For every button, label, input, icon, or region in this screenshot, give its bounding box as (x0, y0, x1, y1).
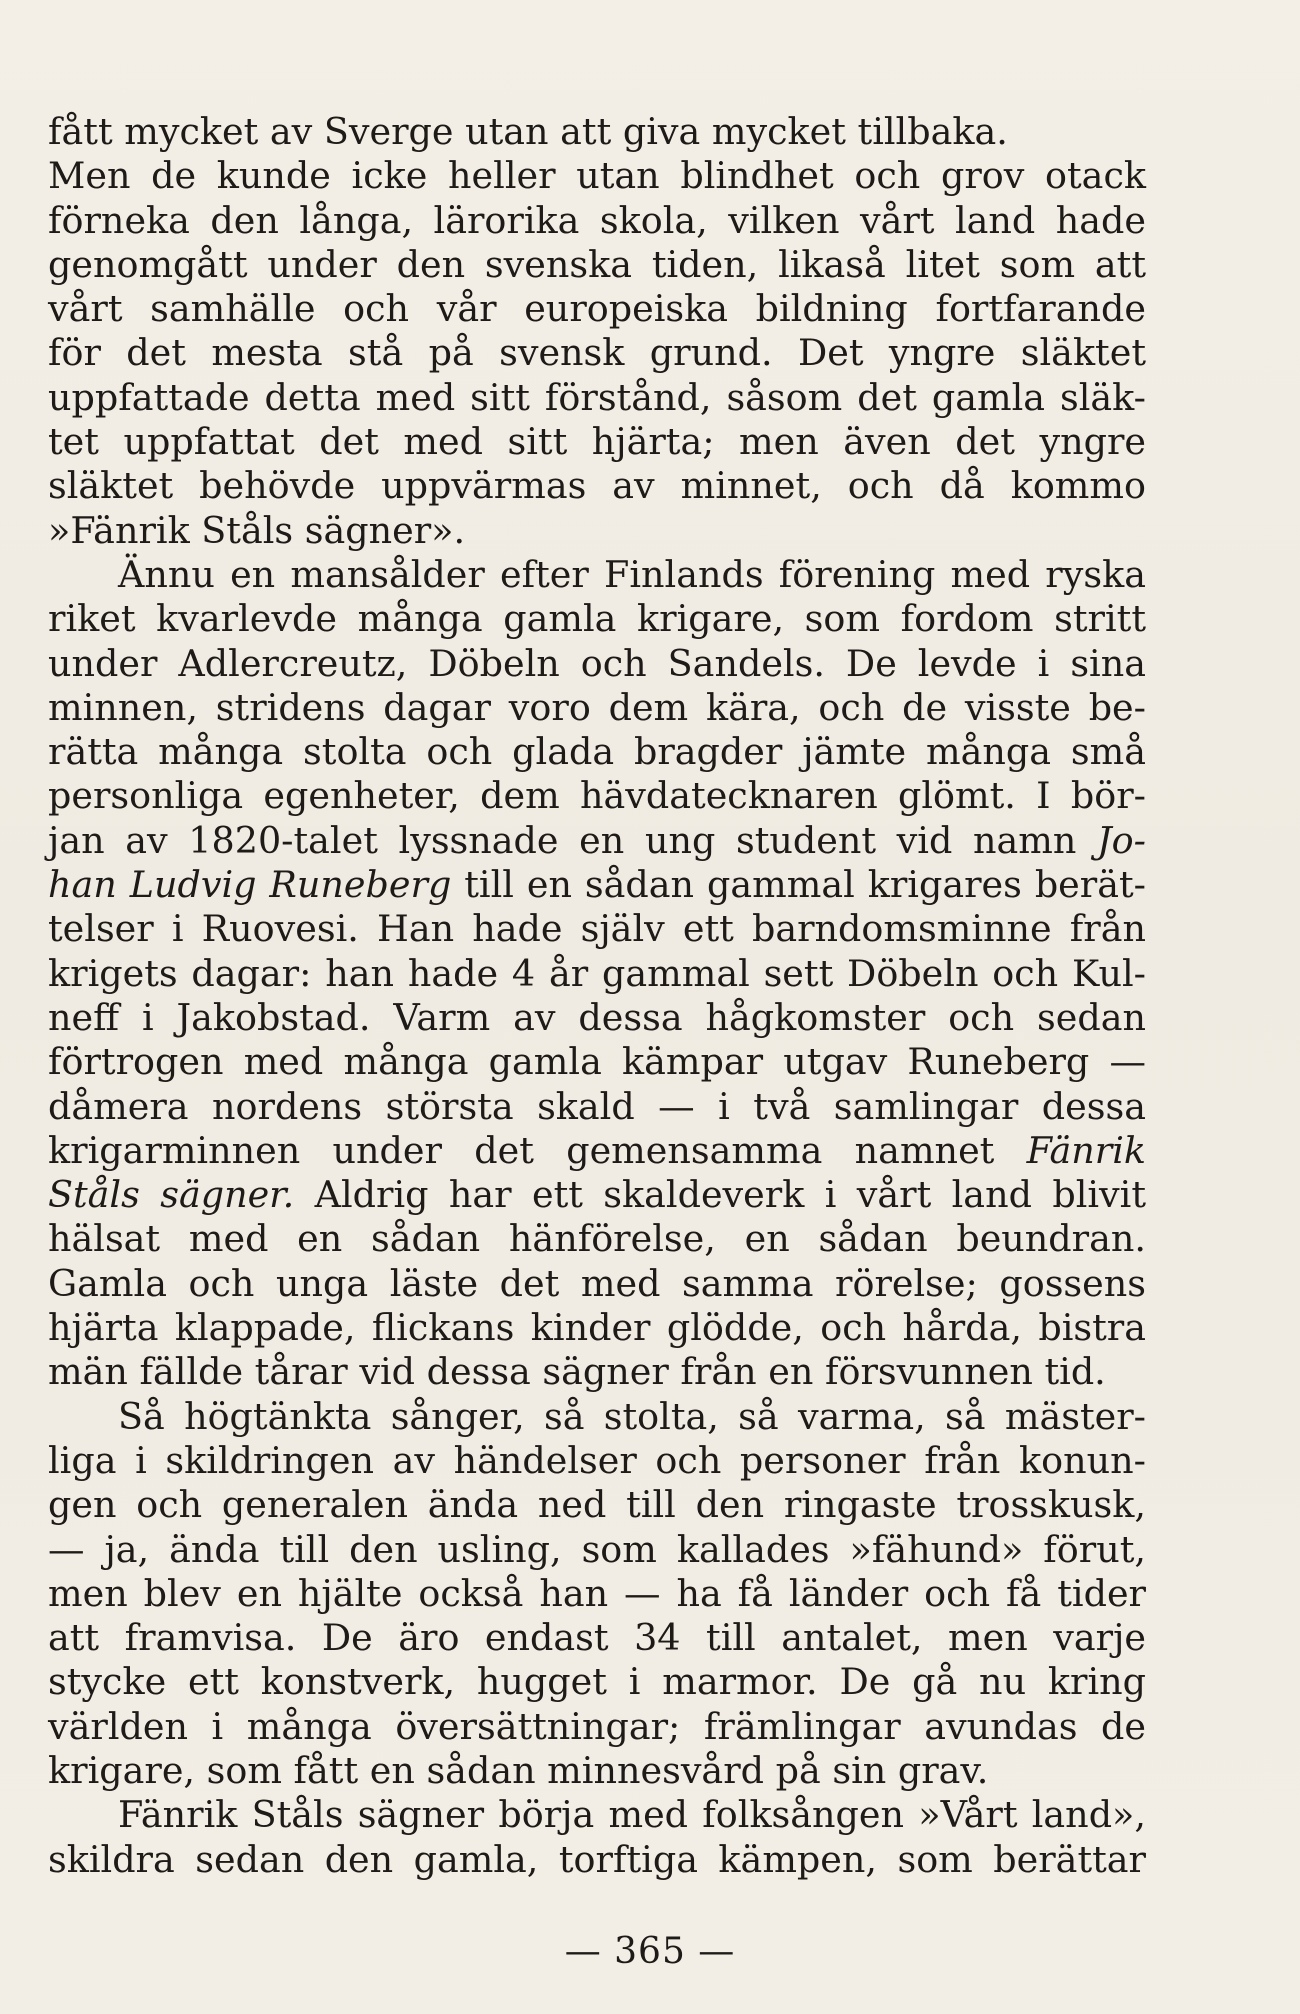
text-segment: krigarminnen under det gemensamma namnet (48, 1128, 1027, 1172)
text-line (48, 1217, 1146, 1261)
text-line (48, 1439, 1146, 1483)
text-line (48, 1085, 1146, 1129)
text-line (48, 863, 1146, 907)
italic-text: Jo- (1097, 818, 1146, 862)
text-line (48, 464, 1146, 508)
text-line (48, 199, 1146, 243)
text-line (48, 1749, 1146, 1793)
text-segment: till en sådan gammal krigares berät- (451, 863, 1146, 907)
text-segment: minnen, stridens dagar voro dem kära, och de visste be- (48, 685, 1146, 729)
text-line (48, 1660, 1146, 1704)
text-segment: under Adlercreutz, Döbeln och Sandels. De levde i sina (48, 641, 1146, 685)
text-line (48, 509, 1146, 553)
text-segment: krigare, som fått en sådan minnesvård på sin grav. (48, 1748, 989, 1792)
text-line (48, 996, 1146, 1040)
text-segment: Så högtänkta sånger, så stolta, så varma, så mäster- (118, 1394, 1146, 1438)
text-line (48, 1572, 1146, 1616)
text-line (48, 1705, 1146, 1749)
text-segment: män fällde tårar vid dessa sägner från en försvunnen tid. (48, 1350, 1106, 1394)
text-segment: hjärta klappade, flickans kinder glödde, och hårda, bistra (48, 1306, 1146, 1350)
text-line (48, 287, 1146, 331)
text-line (48, 1838, 1146, 1882)
text-line (48, 1793, 1146, 1837)
text-line (48, 642, 1146, 686)
text-line (48, 154, 1146, 198)
text-segment: vårt samhälle och vår europeiska bildning fortfarande (48, 287, 1146, 331)
text-segment: neff i Jakobstad. Varm av dessa hågkomster och sedan (48, 995, 1146, 1039)
text-line (48, 331, 1146, 375)
text-line (48, 774, 1146, 818)
text-line (48, 1528, 1146, 1572)
text-line (48, 1262, 1146, 1306)
text-segment: Aldrig har ett skaldeverk i vårt land blivit (294, 1173, 1146, 1217)
text-segment: krigets dagar: han hade 4 år gammal sett Döbeln och Kul- (48, 951, 1146, 995)
text-segment: liga i skildringen av händelser och personer från konun- (48, 1438, 1146, 1482)
text-segment: jan av 1820-talet lyssnade en ung student vid namn (48, 818, 1098, 862)
text-segment: att framvisa. De äro endast 34 till antalet, men varje (48, 1616, 1146, 1660)
text-segment: Men de kunde icke heller utan blindhet och grov otack (48, 154, 1146, 198)
text-line (48, 907, 1146, 951)
text-line (48, 110, 1146, 154)
text-segment: tet uppfattat det med sitt hjärta; men även det yngre (48, 420, 1146, 464)
text-segment: gen och generalen ända ned till den ringaste trosskusk, (48, 1483, 1146, 1527)
text-line (48, 553, 1146, 597)
text-line (48, 1483, 1146, 1527)
text-segment: skildra sedan den gamla, torftiga kämpen, som berättar (48, 1837, 1146, 1881)
text-segment: — ja, ända till den usling, som kallades »fähund» förut, (48, 1527, 1146, 1571)
text-segment: uppfattade detta med sitt förstånd, såsom det gamla släk- (48, 375, 1146, 419)
text-line (48, 1040, 1146, 1084)
text-segment: släktet behövde uppvärmas av minnet, och då kommo (48, 464, 1146, 508)
text-segment: förtrogen med många gamla kämpar utgav Runeberg — (48, 1040, 1146, 1084)
text-line (48, 1173, 1146, 1217)
italic-text: Ståls sägner. (48, 1173, 295, 1217)
text-line (48, 952, 1146, 996)
text-segment: dåmera nordens största skald — i två samlingar dessa (48, 1084, 1146, 1128)
text-line (48, 1350, 1146, 1394)
text-segment: riket kvarlevde många gamla krigare, som fordom stritt (48, 597, 1146, 641)
text-segment: men blev en hjälte också han — ha få länder och få tider (48, 1571, 1146, 1615)
text-line (48, 1395, 1146, 1439)
text-segment: personliga egenheter, dem hävdatecknaren glömt. I bör- (48, 774, 1146, 818)
text-segment: förneka den långa, lärorika skola, vilken vårt land hade (48, 198, 1146, 242)
text-segment: »Fänrik Ståls sägner». (48, 508, 466, 552)
text-line (48, 1306, 1146, 1350)
text-segment: genomgått under den svenska tiden, likaså litet som att (48, 242, 1146, 286)
text-line (48, 686, 1146, 730)
body-text (48, 110, 1146, 1882)
text-segment: Fänrik Ståls sägner börja med folksången »Vårt land», (118, 1793, 1146, 1837)
text-line (48, 1616, 1146, 1660)
text-segment: Ännu en mansålder efter Finlands förening med ryska (118, 552, 1146, 596)
text-segment: rätta många stolta och glada bragder jämte många små (48, 730, 1146, 774)
page-number: — 365 — (564, 1931, 736, 1972)
text-line (48, 730, 1146, 774)
text-line (48, 819, 1146, 863)
text-segment: hälsat med en sådan hänförelse, en sådan beundran. (48, 1217, 1146, 1261)
text-line (48, 420, 1146, 464)
text-segment: världen i många översättningar; främlingar avundas de (48, 1704, 1146, 1748)
text-line (48, 243, 1146, 287)
text-line (48, 1129, 1146, 1173)
text-segment: fått mycket av Sverge utan att giva mycket tillbaka. (48, 110, 1008, 153)
text-segment: stycke ett konstverk, hugget i marmor. De gå nu kring (48, 1660, 1146, 1704)
italic-text: han Ludvig Runeberg (48, 863, 452, 907)
text-segment: Gamla och unga läste det med samma rörelse; gossens (48, 1261, 1146, 1305)
text-line (48, 376, 1146, 420)
text-line (48, 597, 1146, 641)
text-segment: telser i Ruovesi. Han hade själv ett barndomsminne från (48, 907, 1146, 951)
italic-text: Fänrik (1026, 1128, 1146, 1172)
text-segment: för det mesta stå på svensk grund. Det yngre släktet (48, 331, 1146, 375)
